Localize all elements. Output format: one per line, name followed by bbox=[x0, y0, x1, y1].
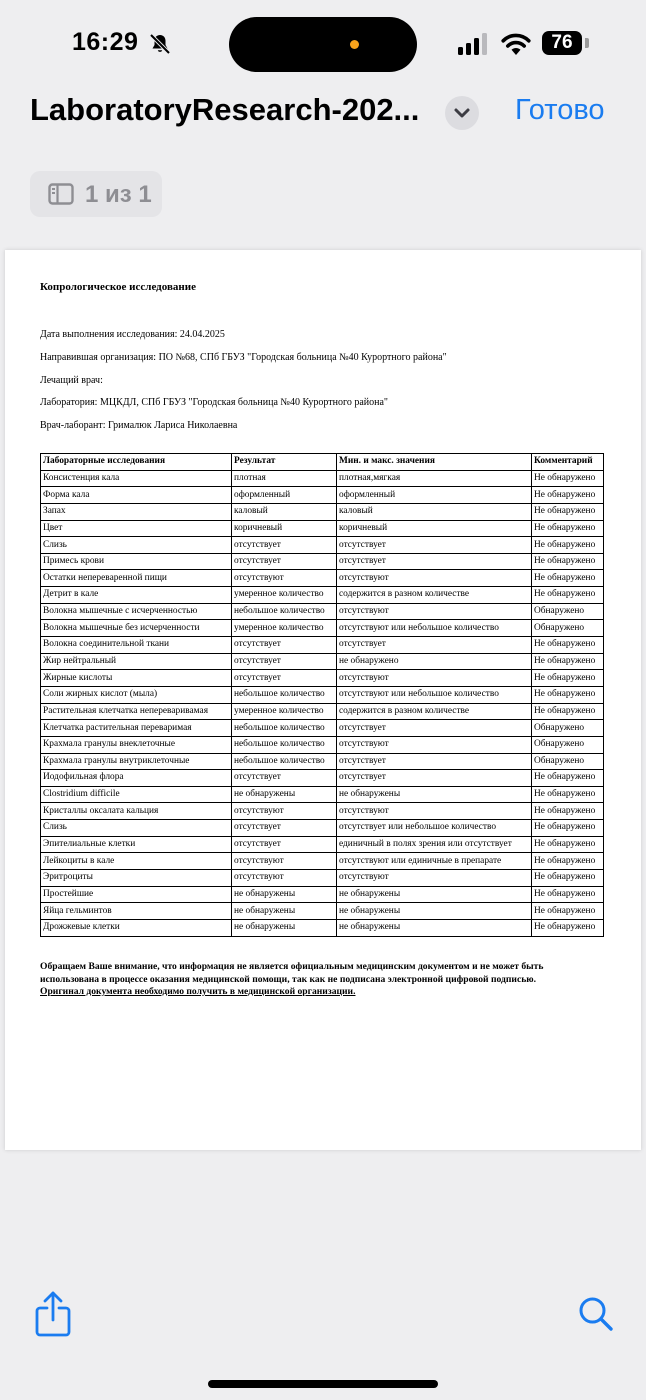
cell-result: отсутствует bbox=[232, 670, 337, 687]
table-row bbox=[41, 886, 604, 903]
cell-comment: Не обнаружено bbox=[532, 503, 604, 520]
cell-comment: Не обнаружено bbox=[532, 487, 604, 504]
table-row bbox=[41, 903, 604, 920]
cell-range: отсутствует или небольшое количество bbox=[337, 820, 532, 837]
cell-range: содержится в разном количестве bbox=[337, 587, 532, 604]
wifi-icon bbox=[501, 31, 531, 55]
cell-result: отсутствует bbox=[232, 653, 337, 670]
test-date: Дата выполнения исследования: 24.04.2025 bbox=[40, 329, 225, 340]
cell-range: не обнаружено bbox=[337, 653, 532, 670]
cell-comment: Не обнаружено bbox=[532, 653, 604, 670]
cell-comment: Обнаружено bbox=[532, 753, 604, 770]
cell-comment: Не обнаружено bbox=[532, 570, 604, 587]
cell-test: Примесь крови bbox=[41, 553, 232, 570]
cell-range: не обнаружены bbox=[337, 886, 532, 903]
header-result: Результат bbox=[232, 454, 337, 471]
cell-test: Соли жирных кислот (мыла) bbox=[41, 686, 232, 703]
table-row bbox=[41, 870, 604, 887]
cell-test: Жирные кислоты bbox=[41, 670, 232, 687]
header-comment: Комментарий bbox=[532, 454, 604, 471]
report-title: Копрологическое исследование bbox=[40, 281, 196, 293]
cell-test: Иодофильная флора bbox=[41, 770, 232, 787]
cell-test: Запах bbox=[41, 503, 232, 520]
cell-result: плотная bbox=[232, 470, 337, 487]
cell-test: Волокна мышечные без исчерченности bbox=[41, 620, 232, 637]
page-counter-button[interactable] bbox=[30, 171, 162, 217]
cell-range: единичный в полях зрения или отсутствует bbox=[337, 836, 532, 853]
cell-comment: Не обнаружено bbox=[532, 637, 604, 654]
page-counter-label: 1 из 1 bbox=[85, 181, 152, 208]
search-icon[interactable] bbox=[578, 1296, 614, 1332]
cell-comment: Не обнаружено bbox=[532, 587, 604, 604]
cellular-signal-icon bbox=[458, 33, 490, 55]
cell-range: отсутствуют или небольшое количество bbox=[337, 686, 532, 703]
cell-range: отсутствуют или небольшое количество bbox=[337, 620, 532, 637]
cell-comment: Обнаружено bbox=[532, 603, 604, 620]
cell-result: отсутствуют bbox=[232, 853, 337, 870]
cell-test: Эритроциты bbox=[41, 870, 232, 887]
table-row bbox=[41, 570, 604, 587]
cell-result: небольшое количество bbox=[232, 753, 337, 770]
cell-result: отсутствует bbox=[232, 537, 337, 554]
cell-comment: Не обнаружено bbox=[532, 820, 604, 837]
disclaimer-original-note: Оригинал документа необходимо получить в медицинской организации. bbox=[40, 986, 356, 997]
table-row bbox=[41, 919, 604, 936]
cell-test: Дрожжевые клетки bbox=[41, 919, 232, 936]
cell-result: не обнаружены bbox=[232, 919, 337, 936]
referring-organization: Направившая организация: ПО №68, СПб ГБУЗ "Городская больница №40 Курортного района" bbox=[40, 352, 447, 363]
cell-range: отсутствует bbox=[337, 553, 532, 570]
bell-slash-icon bbox=[148, 32, 172, 56]
cell-comment: Обнаружено bbox=[532, 736, 604, 753]
cell-range: каловый bbox=[337, 503, 532, 520]
laboratory: Лаборатория: МЦКДЛ, СПб ГБУЗ "Городская больница №40 Курортного района" bbox=[40, 397, 388, 408]
cell-result: умеренное количество bbox=[232, 703, 337, 720]
cell-test: Эпителиальные клетки bbox=[41, 836, 232, 853]
dynamic-island bbox=[229, 17, 417, 72]
cell-range: коричневый bbox=[337, 520, 532, 537]
disclaimer bbox=[40, 961, 600, 999]
cell-range: плотная,мягкая bbox=[337, 470, 532, 487]
cell-comment: Не обнаружено bbox=[532, 803, 604, 820]
cell-comment: Не обнаружено bbox=[532, 670, 604, 687]
table-row bbox=[41, 653, 604, 670]
table-row bbox=[41, 470, 604, 487]
table-row bbox=[41, 587, 604, 604]
home-indicator bbox=[208, 1380, 438, 1388]
table-row bbox=[41, 786, 604, 803]
cell-comment: Не обнаружено bbox=[532, 853, 604, 870]
cell-result: небольшое количество bbox=[232, 720, 337, 737]
cell-result: отсутствуют bbox=[232, 803, 337, 820]
cell-test: Клетчатка растительная переваримая bbox=[41, 720, 232, 737]
cell-test: Остатки непереваренной пищи bbox=[41, 570, 232, 587]
table-row bbox=[41, 503, 604, 520]
table-row bbox=[41, 686, 604, 703]
cell-range: отсутствуют или единичные в препарате bbox=[337, 853, 532, 870]
cell-comment: Не обнаружено bbox=[532, 870, 604, 887]
table-row bbox=[41, 703, 604, 720]
table-row bbox=[41, 637, 604, 654]
cell-comment: Обнаружено bbox=[532, 720, 604, 737]
table-row bbox=[41, 803, 604, 820]
cell-range: отсутствует bbox=[337, 753, 532, 770]
cell-range: не обнаружены bbox=[337, 786, 532, 803]
cell-range: отсутствует bbox=[337, 720, 532, 737]
cell-result: небольшое количество bbox=[232, 603, 337, 620]
table-row bbox=[41, 487, 604, 504]
cell-test: Растительная клетчатка непереваривамая bbox=[41, 703, 232, 720]
cell-test: Форма кала bbox=[41, 487, 232, 504]
cell-range: отсутствует bbox=[337, 537, 532, 554]
cell-result: не обнаружены bbox=[232, 903, 337, 920]
cell-result: не обнаружены bbox=[232, 886, 337, 903]
table-row bbox=[41, 770, 604, 787]
status-bar bbox=[0, 0, 646, 90]
cell-result: коричневый bbox=[232, 520, 337, 537]
cell-test: Простейшие bbox=[41, 886, 232, 903]
cell-test: Детрит в кале bbox=[41, 587, 232, 604]
table-header-row bbox=[41, 454, 604, 471]
table-row bbox=[41, 736, 604, 753]
cell-range: отсутствуют bbox=[337, 870, 532, 887]
cell-result: небольшое количество bbox=[232, 686, 337, 703]
cell-test: Clostridium difficile bbox=[41, 786, 232, 803]
cell-comment: Не обнаружено bbox=[532, 903, 604, 920]
cell-test: Слизь bbox=[41, 820, 232, 837]
header-test: Лабораторные исследования bbox=[41, 454, 232, 471]
cell-comment: Не обнаружено bbox=[532, 886, 604, 903]
disclaimer-text: Обращаем Ваше внимание, что информация не является официальным медицинским документом и не может быть использована в процессе оказания медицинской помощи, так как не подписана электронной цифровой подписью. bbox=[40, 961, 544, 985]
cell-comment: Не обнаружено bbox=[532, 786, 604, 803]
done-button[interactable]: Готово bbox=[515, 94, 605, 126]
cell-result: отсутствует bbox=[232, 637, 337, 654]
battery-cap bbox=[585, 38, 589, 48]
camera-indicator-dot bbox=[350, 40, 359, 49]
cell-test: Консистенция кала bbox=[41, 470, 232, 487]
cell-result: умеренное количество bbox=[232, 587, 337, 604]
document-page[interactable] bbox=[5, 250, 641, 1150]
cell-result: отсутствует bbox=[232, 820, 337, 837]
sidebar-icon bbox=[48, 183, 74, 205]
cell-test: Цвет bbox=[41, 520, 232, 537]
cell-range: отсутствуют bbox=[337, 736, 532, 753]
cell-range: отсутствует bbox=[337, 770, 532, 787]
table-row bbox=[41, 620, 604, 637]
cell-test: Яйца гельминтов bbox=[41, 903, 232, 920]
cell-comment: Не обнаружено bbox=[532, 703, 604, 720]
cell-comment: Не обнаружено bbox=[532, 537, 604, 554]
cell-comment: Не обнаружено bbox=[532, 470, 604, 487]
cell-comment: Обнаружено bbox=[532, 620, 604, 637]
cell-range: содержится в разном количестве bbox=[337, 703, 532, 720]
table-row bbox=[41, 670, 604, 687]
header-range: Мин. и макс. значения bbox=[337, 454, 532, 471]
cell-range: отсутствуют bbox=[337, 803, 532, 820]
table-row bbox=[41, 753, 604, 770]
share-icon[interactable] bbox=[33, 1290, 73, 1338]
battery-icon: 76 bbox=[542, 31, 582, 55]
table-row bbox=[41, 520, 604, 537]
cell-comment: Не обнаружено bbox=[532, 553, 604, 570]
document-title: LaboratoryResearch-202... bbox=[30, 92, 420, 127]
cell-result: отсутствует bbox=[232, 836, 337, 853]
cell-test: Жир нейтральный bbox=[41, 653, 232, 670]
cell-comment: Не обнаружено bbox=[532, 520, 604, 537]
cell-comment: Не обнаружено bbox=[532, 836, 604, 853]
cell-range: отсутствуют bbox=[337, 570, 532, 587]
table-body bbox=[41, 470, 604, 936]
lab-doctor: Врач-лаборант: Грималюк Лариса Николаевна bbox=[40, 420, 238, 431]
cell-result: каловый bbox=[232, 503, 337, 520]
cell-comment: Не обнаружено bbox=[532, 686, 604, 703]
cell-comment: Не обнаружено bbox=[532, 770, 604, 787]
table-row bbox=[41, 720, 604, 737]
cell-test: Волокна соединительной ткани bbox=[41, 637, 232, 654]
table-row bbox=[41, 836, 604, 853]
table-row bbox=[41, 537, 604, 554]
cell-test: Лейкоциты в кале bbox=[41, 853, 232, 870]
results-table bbox=[40, 453, 604, 937]
cell-test: Крахмала гранулы внеклеточные bbox=[41, 736, 232, 753]
cell-result: отсутствует bbox=[232, 553, 337, 570]
cell-test: Крахмала гранулы внутриклеточные bbox=[41, 753, 232, 770]
cell-result: отсутствуют bbox=[232, 870, 337, 887]
cell-result: отсутствуют bbox=[232, 570, 337, 587]
chevron-down-icon bbox=[445, 96, 479, 130]
attending-doctor: Лечащий врач: bbox=[40, 375, 103, 386]
cell-test: Волокна мышечные с исчерченностью bbox=[41, 603, 232, 620]
cell-result: не обнаружены bbox=[232, 786, 337, 803]
cell-test: Кристаллы оксалата кальция bbox=[41, 803, 232, 820]
cell-range: не обнаружены bbox=[337, 903, 532, 920]
cell-result: оформленный bbox=[232, 487, 337, 504]
cell-result: небольшое количество bbox=[232, 736, 337, 753]
cell-test: Слизь bbox=[41, 537, 232, 554]
cell-range: оформленный bbox=[337, 487, 532, 504]
cell-range: отсутствуют bbox=[337, 603, 532, 620]
table-row bbox=[41, 553, 604, 570]
title-menu-button[interactable] bbox=[445, 96, 479, 130]
cell-result: умеренное количество bbox=[232, 620, 337, 637]
table-row bbox=[41, 820, 604, 837]
cell-range: не обнаружены bbox=[337, 919, 532, 936]
table-row bbox=[41, 603, 604, 620]
cell-range: отсутствует bbox=[337, 637, 532, 654]
cell-comment: Не обнаружено bbox=[532, 919, 604, 936]
cell-result: отсутствует bbox=[232, 770, 337, 787]
cell-range: отсутствуют bbox=[337, 670, 532, 687]
status-time: 16:29 bbox=[72, 28, 139, 56]
table-row bbox=[41, 853, 604, 870]
